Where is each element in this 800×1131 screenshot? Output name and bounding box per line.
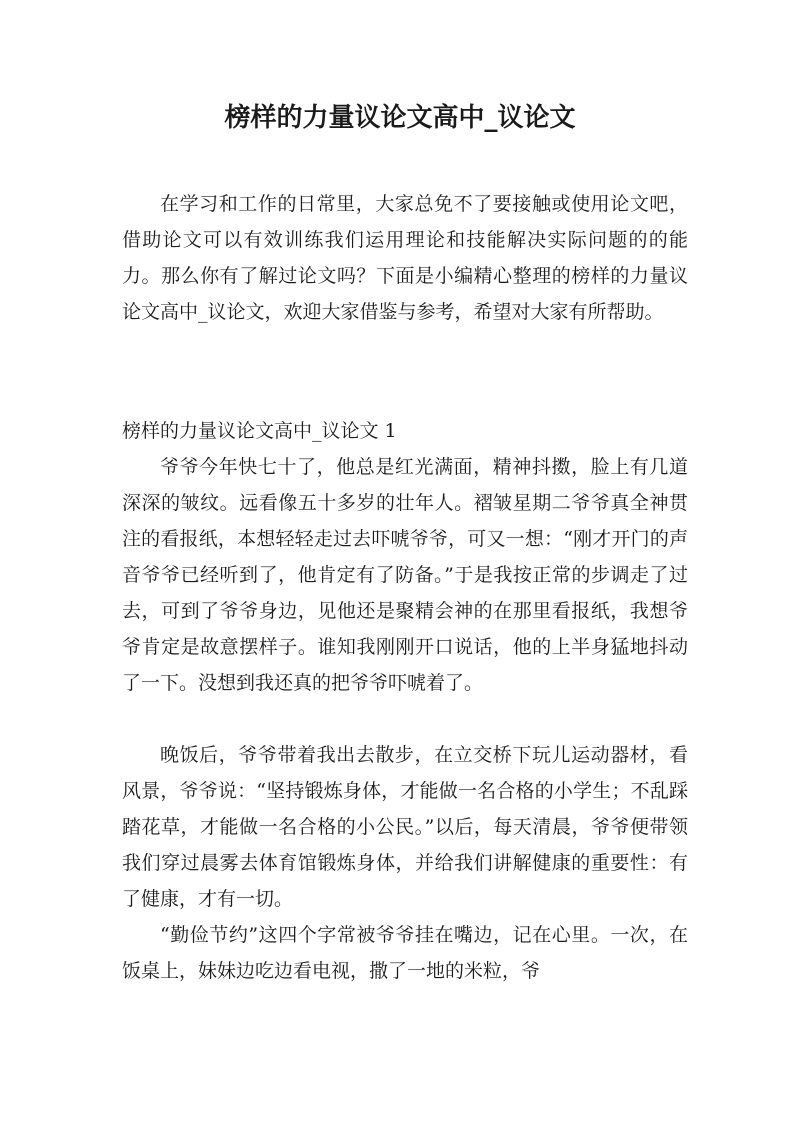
document-title: 榜样的力量议论文高中_议论文 xyxy=(224,103,576,133)
section-heading: 榜样的力量议论文高中_议论文 1 xyxy=(122,420,397,442)
body-paragraph: 晚饭后，爷爷带着我出去散步，在立交桥下玩儿运动器材，看风景，爷爷说：“坚持锻炼身体，才能做一名合格的小学生；不乱踩踏花草，才能做一名合格的小公民。”以后，每天清晨，爷爷便带领我们穿过晨雾去体育馆锻炼身体，并给我们讲解健康的重要性：有了健康，才有一切。 xyxy=(122,744,688,910)
body-paragraph: 爷爷今年快七十了，他总是红光满面，精神抖擞，脸上有几道深深的皱纹。远看像五十多岁的壮年人。褶皱星期二爷爷真全神贯注的看报纸，本想轻轻走过去吓唬爷爷，可又一想：“刚才开门的声音爷爷已经听到了，他肯定有了防备。”于是我按正常的步调走了过去，可到了爷爷身边，见他还是聚精会神的在那里看报纸，我想爷爷肯定是故意摆样子。谁知我刚刚开口说话，他的上半身猛地抖动了一下。没想到我还真的把爷爷吓唬着了。 xyxy=(122,456,688,694)
body-paragraph: “勤俭节约”这四个字常被爷爷挂在嘴边，记在心里。一次，在饭桌上，妹妹边吃边看电视，撒了一地的米粒，爷 xyxy=(122,924,688,982)
intro-paragraph: 在学习和工作的日常里，大家总免不了要接触或使用论文吧，借助论文可以有效训练我们运用理论和技能解决实际问题的的能力。那么你有了解过论文吗？下面是小编精心整理的榜样的力量议论文高中_议论文，欢迎大家借鉴与参考，希望对大家有所帮助。 xyxy=(122,193,688,323)
